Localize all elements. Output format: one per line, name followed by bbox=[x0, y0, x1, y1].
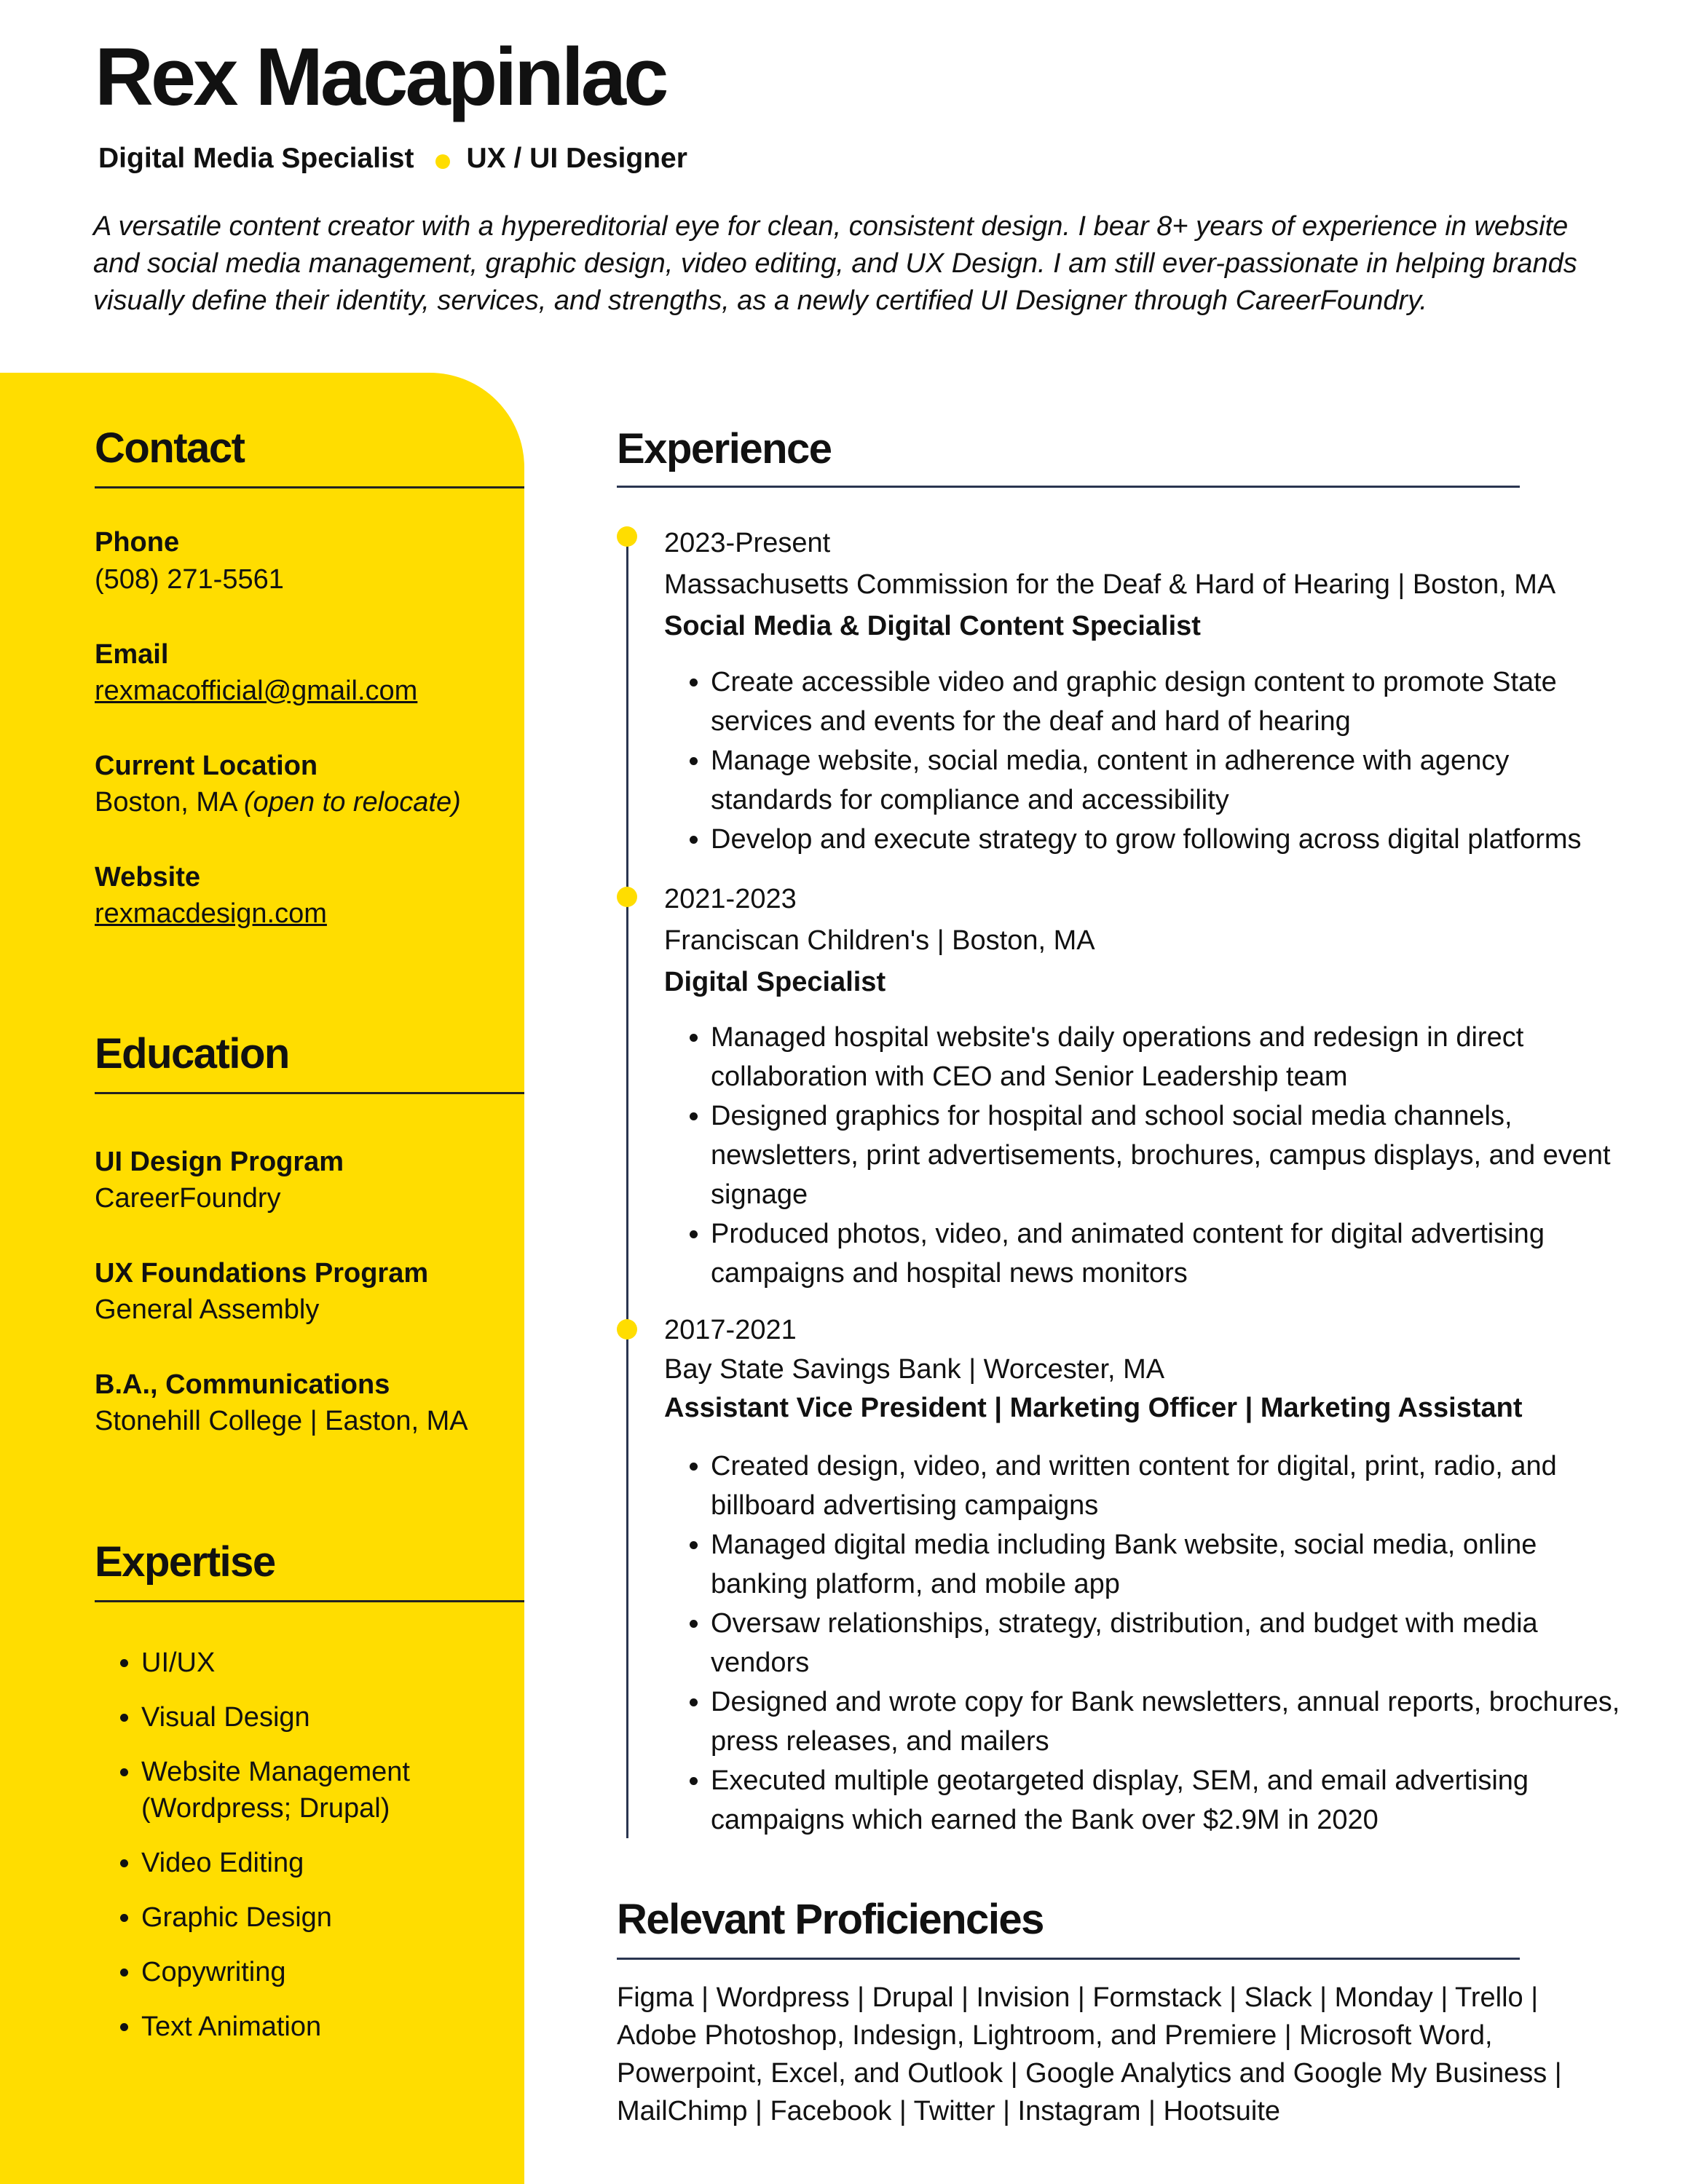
email-link[interactable]: rexmacofficial@gmail.com bbox=[95, 676, 418, 706]
job-title: Digital Specialist bbox=[664, 967, 886, 997]
job-bullet: • Designed graphics for hospital and school social media channels, newsletters, print advertisements, brochures, campus displays, and event signage bbox=[711, 1096, 1636, 1214]
expertise-item: • UI/UX bbox=[141, 1645, 520, 1681]
education-school: CareerFoundry bbox=[95, 1183, 281, 1214]
separator-dot-icon bbox=[435, 154, 450, 169]
timeline-dot-icon bbox=[617, 1319, 637, 1340]
website-label: Website bbox=[95, 862, 201, 893]
sidebar-panel bbox=[0, 373, 524, 2184]
contact-heading: Contact bbox=[95, 424, 245, 472]
location-value bbox=[95, 788, 461, 816]
expertise-heading: Expertise bbox=[95, 1538, 275, 1586]
expertise-item: • Text Animation bbox=[141, 2009, 520, 2045]
expertise-item: • Graphic Design bbox=[141, 1899, 520, 1936]
job-bullet: • Create accessible video and graphic design content to promote State services and events for the deaf and hard of hearing bbox=[711, 662, 1636, 741]
role-primary: Digital Media Specialist bbox=[98, 143, 414, 174]
job-bullets bbox=[664, 1018, 1636, 1293]
expertise-list bbox=[95, 1645, 520, 2045]
timeline-dot-icon bbox=[617, 887, 637, 907]
location-note: (open to relocate) bbox=[243, 787, 461, 818]
job-organization: Massachusetts Commission for the Deaf & Hard of Hearing | Boston, MA bbox=[664, 569, 1556, 600]
website-link[interactable]: rexmacdesign.com bbox=[95, 898, 327, 929]
phone-label: Phone bbox=[95, 527, 180, 558]
job-bullet: • Created design, video, and written content for digital, print, radio, and billboard advertising campaigns bbox=[711, 1447, 1636, 1525]
expertise-divider bbox=[95, 1600, 524, 1602]
education-program: UI Design Program bbox=[95, 1147, 344, 1177]
job-bullet: • Oversaw relationships, strategy, distribution, and budget with media vendors bbox=[711, 1604, 1636, 1682]
education-heading: Education bbox=[95, 1030, 289, 1077]
job-bullet: • Managed hospital website's daily operations and redesign in direct collaboration with CEO and Senior Leadership team bbox=[711, 1018, 1636, 1096]
education-school: General Assembly bbox=[95, 1294, 320, 1325]
expertise-item: • Website Management (Wordpress; Drupal) bbox=[141, 1754, 520, 1827]
education-school: Stonehill College | Easton, MA bbox=[95, 1406, 468, 1436]
job-title: Social Media & Digital Content Specialist bbox=[664, 611, 1201, 641]
location-city: Boston, MA bbox=[95, 787, 237, 818]
proficiencies-heading: Relevant Proficiencies bbox=[617, 1896, 1044, 1943]
professional-summary: A versatile content creator with a hypereditorial eye for clean, consistent design. I bear 8+ years of experience in website and social media management, graphic design, video editing, and UX Design. I am still ever-passionate in helping brands visually define their identity, services, and strengths, as a newly certified UI Designer through CareerFoundry. bbox=[93, 211, 1577, 316]
expertise-item: • Video Editing bbox=[141, 1845, 520, 1881]
experience-divider bbox=[617, 486, 1520, 488]
job-bullet: • Designed and wrote copy for Bank newsletters, annual reports, brochures, press releases, and mailers bbox=[711, 1682, 1636, 1761]
role-secondary: UX / UI Designer bbox=[466, 143, 687, 174]
job-dates: 2023-Present bbox=[664, 528, 831, 558]
job-bullet: • Managed digital media including Bank website, social media, online banking platform, and mobile app bbox=[711, 1525, 1636, 1604]
role-line bbox=[98, 143, 687, 175]
job-dates: 2021-2023 bbox=[664, 884, 797, 914]
location-label: Current Location bbox=[95, 751, 318, 781]
timeline-dot-icon bbox=[617, 526, 637, 547]
job-dates: 2017-2021 bbox=[664, 1315, 797, 1345]
proficiencies-divider bbox=[617, 1958, 1520, 1960]
job-bullet: • Manage website, social media, content in adherence with agency standards for compliance and accessibility bbox=[711, 741, 1636, 820]
job-bullet: • Produced photos, video, and animated content for digital advertising campaigns and hospital news monitors bbox=[711, 1214, 1636, 1293]
education-divider bbox=[95, 1092, 524, 1094]
job-title: Assistant Vice President | Marketing Officer | Marketing Assistant bbox=[664, 1393, 1523, 1423]
contact-divider bbox=[95, 486, 524, 488]
candidate-name: Rex Macapinlac bbox=[95, 31, 666, 122]
job-bullet: • Develop and execute strategy to grow following across digital platforms bbox=[711, 820, 1636, 859]
timeline-line bbox=[626, 539, 628, 1838]
proficiencies-text: Figma | Wordpress | Drupal | Invision | Formstack | Slack | Monday | Trello | Adobe Photoshop, Indesign, Lightroom, and Premiere | Microsoft Word, Powerpoint, Excel, and Outlook | Google Analytics and Google My Business | MailChimp | Facebook | Twitter | Instagram | Hootsuite bbox=[617, 1982, 1562, 2126]
expertise-item: • Visual Design bbox=[141, 1699, 520, 1736]
job-organization: Bay State Savings Bank | Worcester, MA bbox=[664, 1354, 1165, 1385]
phone-value: (508) 271-5561 bbox=[95, 564, 284, 595]
email-label: Email bbox=[95, 639, 169, 670]
job-organization: Franciscan Children's | Boston, MA bbox=[664, 925, 1095, 956]
experience-heading: Experience bbox=[617, 425, 832, 472]
expertise-item: • Copywriting bbox=[141, 1954, 520, 1990]
education-program: B.A., Communications bbox=[95, 1369, 390, 1400]
job-bullet: • Executed multiple geotargeted display, SEM, and email advertising campaigns which earned the Bank over $2.9M in 2020 bbox=[711, 1761, 1636, 1840]
education-program: UX Foundations Program bbox=[95, 1258, 429, 1289]
job-bullets bbox=[664, 1447, 1636, 1840]
job-bullets bbox=[664, 662, 1636, 859]
